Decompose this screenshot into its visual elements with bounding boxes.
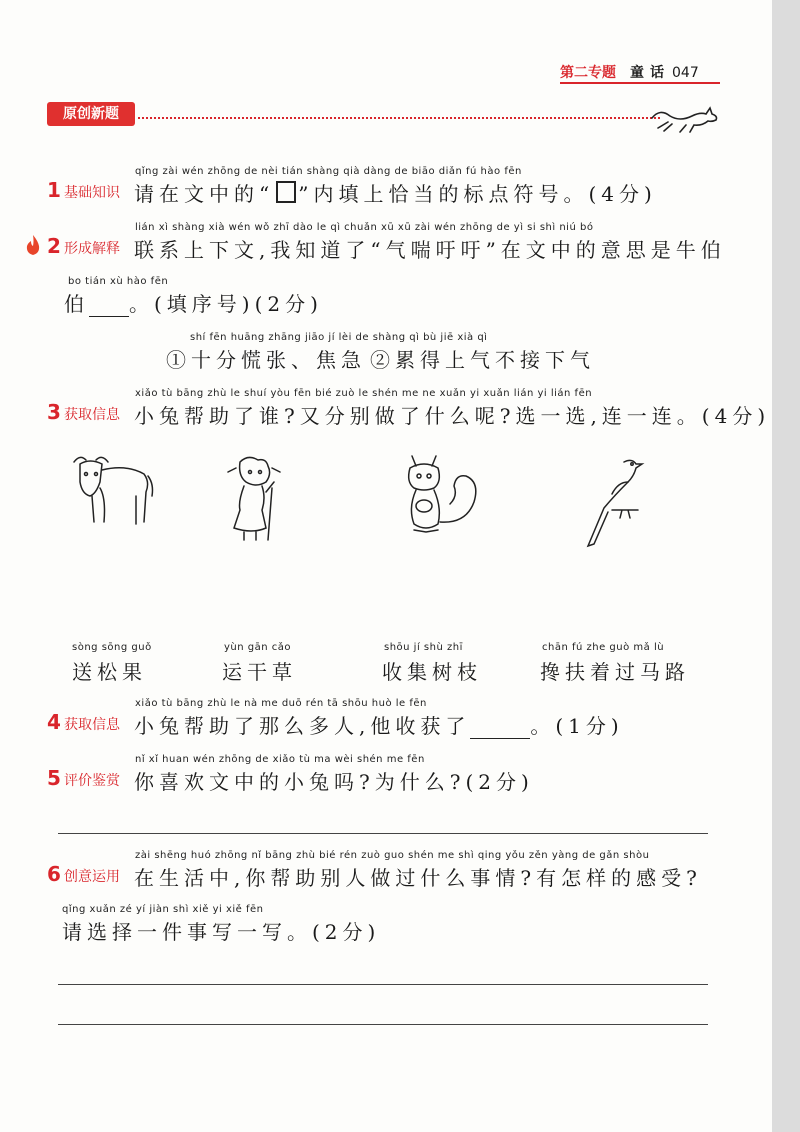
q3-pinyin: xiǎo tù bāng zhù le shuí yòu fēn bié zuò le shén me ne xuǎn yi xuǎn lián yi lián fēn xyxy=(135,388,593,399)
choice-4-text: 搀扶着过马路 xyxy=(540,660,690,684)
banner-dotted-line xyxy=(138,117,660,119)
page-header xyxy=(560,62,699,82)
q1-pinyin: qǐng zài wén zhōng de nèi tián shàng qià dàng de biāo diǎn fú hào fēn xyxy=(135,166,522,177)
flame-icon xyxy=(24,234,42,256)
choice-2-text: 运干草 xyxy=(222,660,297,684)
q6-line2: 请选择一件事写一写。(2分) xyxy=(62,920,381,944)
q2-line1: 联系上下文,我知道了“气喘吁吁”在文中的意思是牛伯 xyxy=(134,238,726,262)
q1-number: 1 xyxy=(47,178,61,202)
q2-option-1: ①十分慌张、焦急 xyxy=(166,348,366,372)
q4-blank xyxy=(470,738,530,739)
q2-line2 xyxy=(64,288,323,317)
answer-box xyxy=(276,181,296,203)
q4-text xyxy=(134,710,624,739)
choice-2-pinyin: yùn gān cǎo xyxy=(224,642,292,653)
ox-icon xyxy=(66,452,156,532)
q6-answer-line-2 xyxy=(58,1024,708,1025)
q5-text: 你喜欢文中的小兔吗?为什么?(2分) xyxy=(134,770,534,794)
q4-pinyin: xiǎo tù bāng zhù le nà me duō rén tā shōu huò le fēn xyxy=(135,698,427,709)
q6-number: 6 xyxy=(47,862,61,886)
choice-1-pinyin: sòng sōng guǒ xyxy=(72,642,152,653)
choice-3-text: 收集树枝 xyxy=(382,660,482,684)
choice-1-text: 送松果 xyxy=(72,660,147,684)
q6-answer-line-1 xyxy=(58,984,708,985)
choice-4-pinyin: chān fú zhe guò mǎ lù xyxy=(542,642,665,653)
q2-number: 2 xyxy=(47,234,61,258)
header-underline xyxy=(560,82,720,84)
q4-text-part2: 。(1分) xyxy=(530,714,624,738)
cat-icon xyxy=(650,104,720,134)
magpie-icon xyxy=(578,452,648,552)
sheep-icon xyxy=(222,452,292,542)
q1-text-part1: 请在文中的“ xyxy=(134,182,275,206)
q5-pinyin: nǐ xǐ huan wén zhōng de xiǎo tù ma wèi shén me fēn xyxy=(135,754,425,765)
header-title: 童话 xyxy=(630,65,670,81)
q2-blank xyxy=(89,316,129,317)
q3-number: 3 xyxy=(47,400,61,424)
q6-line1: 在生活中,你帮助别人做过什么事情?有怎样的感受? xyxy=(134,866,702,890)
q6-pinyin-line1: zài shēng huó zhōng nǐ bāng zhù bié rén zuò guo shén me shì qing yǒu zěn yàng de gǎn shòu xyxy=(135,850,650,861)
squirrel-icon xyxy=(396,452,486,538)
q2-pinyin-line1: lián xì shàng xià wén wǒ zhī dào le qì chuǎn xū xū zài wén zhōng de yì si shì niú bó xyxy=(135,222,594,233)
q6-label: 创意运用 xyxy=(64,869,120,885)
q1-text xyxy=(134,178,657,207)
choice-3-pinyin: shōu jí shù zhī xyxy=(384,642,463,653)
q5-number: 5 xyxy=(47,766,61,790)
q4-text-part1: 小兔帮助了那么多人,他收获了 xyxy=(134,714,471,738)
q1-text-part2: ”内填上恰当的标点符号。(4分) xyxy=(298,182,657,206)
q2-line2-part1: 伯 xyxy=(64,292,89,316)
q3-text: 小兔帮助了谁?又分别做了什么呢?选一选,连一连。(4分) xyxy=(134,404,771,428)
q2-label: 形成解释 xyxy=(64,241,120,257)
q2-pinyin-line2: bo tián xù hào fēn xyxy=(68,276,169,287)
q2-options-pinyin: shí fēn huāng zhāng jiāo jí lèi de shàng qì bù jiē xià qì xyxy=(190,332,488,343)
q2-option-2: ②累得上气不接下气 xyxy=(370,348,595,372)
q5-answer-line xyxy=(58,833,708,834)
header-topic: 第二专题 xyxy=(560,65,616,81)
q5-label: 评价鉴赏 xyxy=(64,773,120,789)
q4-label: 获取信息 xyxy=(64,717,120,733)
q2-line2-part2: 。(填序号)(2分) xyxy=(129,292,323,316)
q6-pinyin-line2: qǐng xuǎn zé yí jiàn shì xiě yi xiě fēn xyxy=(62,904,264,915)
q3-label: 获取信息 xyxy=(64,407,120,423)
page-edge xyxy=(772,0,800,1132)
q4-number: 4 xyxy=(47,710,61,734)
section-banner: 原创新题 xyxy=(47,102,135,126)
page-number: 047 xyxy=(672,65,699,81)
q1-label: 基础知识 xyxy=(64,185,120,201)
